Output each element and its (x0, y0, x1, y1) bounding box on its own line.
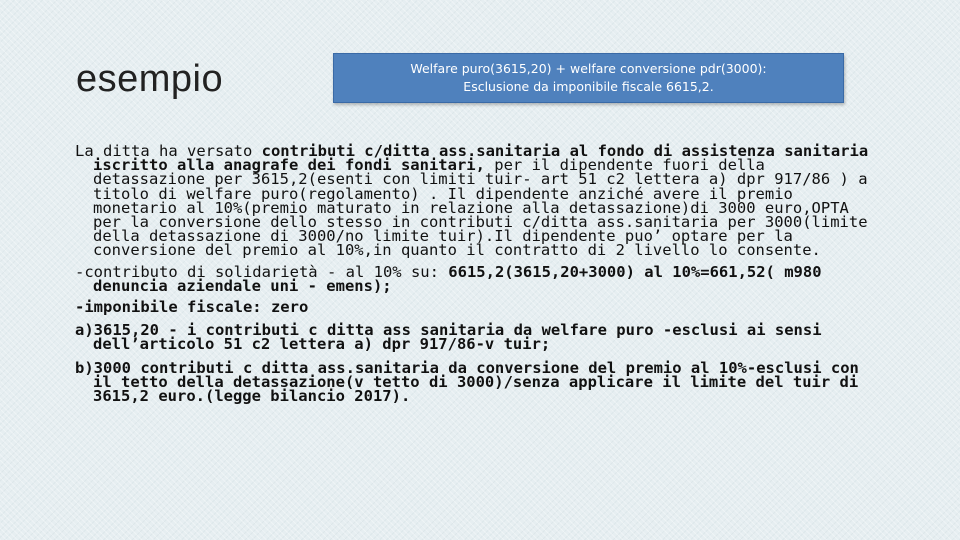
solidarity-text: -contributo di solidarietà - al 10% su: (75, 262, 449, 281)
callout-box (333, 53, 844, 103)
intro-bold-text: contributi c/ditta ass.sanitaria al fondo di assistenza sanitaria iscritto alla anagrafe dei fondi sanitari, (93, 142, 869, 175)
body-text (75, 142, 885, 406)
paragraph-intro (75, 144, 885, 258)
callout-line-2: Esclusione da imponibile fiscale 6615,2. (463, 79, 714, 94)
slide-title: esempio (76, 58, 224, 100)
paragraph-taxable: -imponibile fiscale: zero (75, 298, 309, 317)
paragraph-item-b: b)3000 contributi c ditta ass.sanitaria da conversione del premio al 10%-esclusi con il tetto della detassazione(v tetto di 3000)/senza applicare il limite del tuir di 3615,2 euro.(legge bilancio 2017). (75, 358, 859, 406)
intro-text-1: La ditta ha versato (75, 142, 262, 160)
paragraph-item-a: a)3615,20 - i contributi c ditta ass sanitaria da welfare puro -esclusi ai sensi dell’articolo 51 c2 lettera a) dpr 917/86-v tuir; (75, 321, 822, 354)
paragraph-solidarity (75, 262, 885, 295)
solidarity-bold-text: 6615,2(3615,20+3000) al 10%=661,52( m980 denuncia aziendale uni - emens); (93, 262, 822, 295)
intro-text-2: per il dipendente fuori della detassazione per 3615,2(esenti con limiti tuir- art 51 c2 lettera a) dpr 917/86 ) a titolo di welfare puro(regolamento) . Il dipendente anziché avere il premio monetario al 10%(premio maturato in relazione alla detassazione)di 3000 euro,OPTA per la conversione dello stesso in contributi c/ditta ass.sanitaria per 3000(limite della detassazione di 3000/no limite tuir).Il dipendente puo’ optare per la conversione del premio al 10%,in quanto il contratto di 2 livello lo consente. (93, 156, 868, 260)
callout-line-1: Welfare puro(3615,20) + welfare conversione pdr(3000): (410, 61, 767, 76)
